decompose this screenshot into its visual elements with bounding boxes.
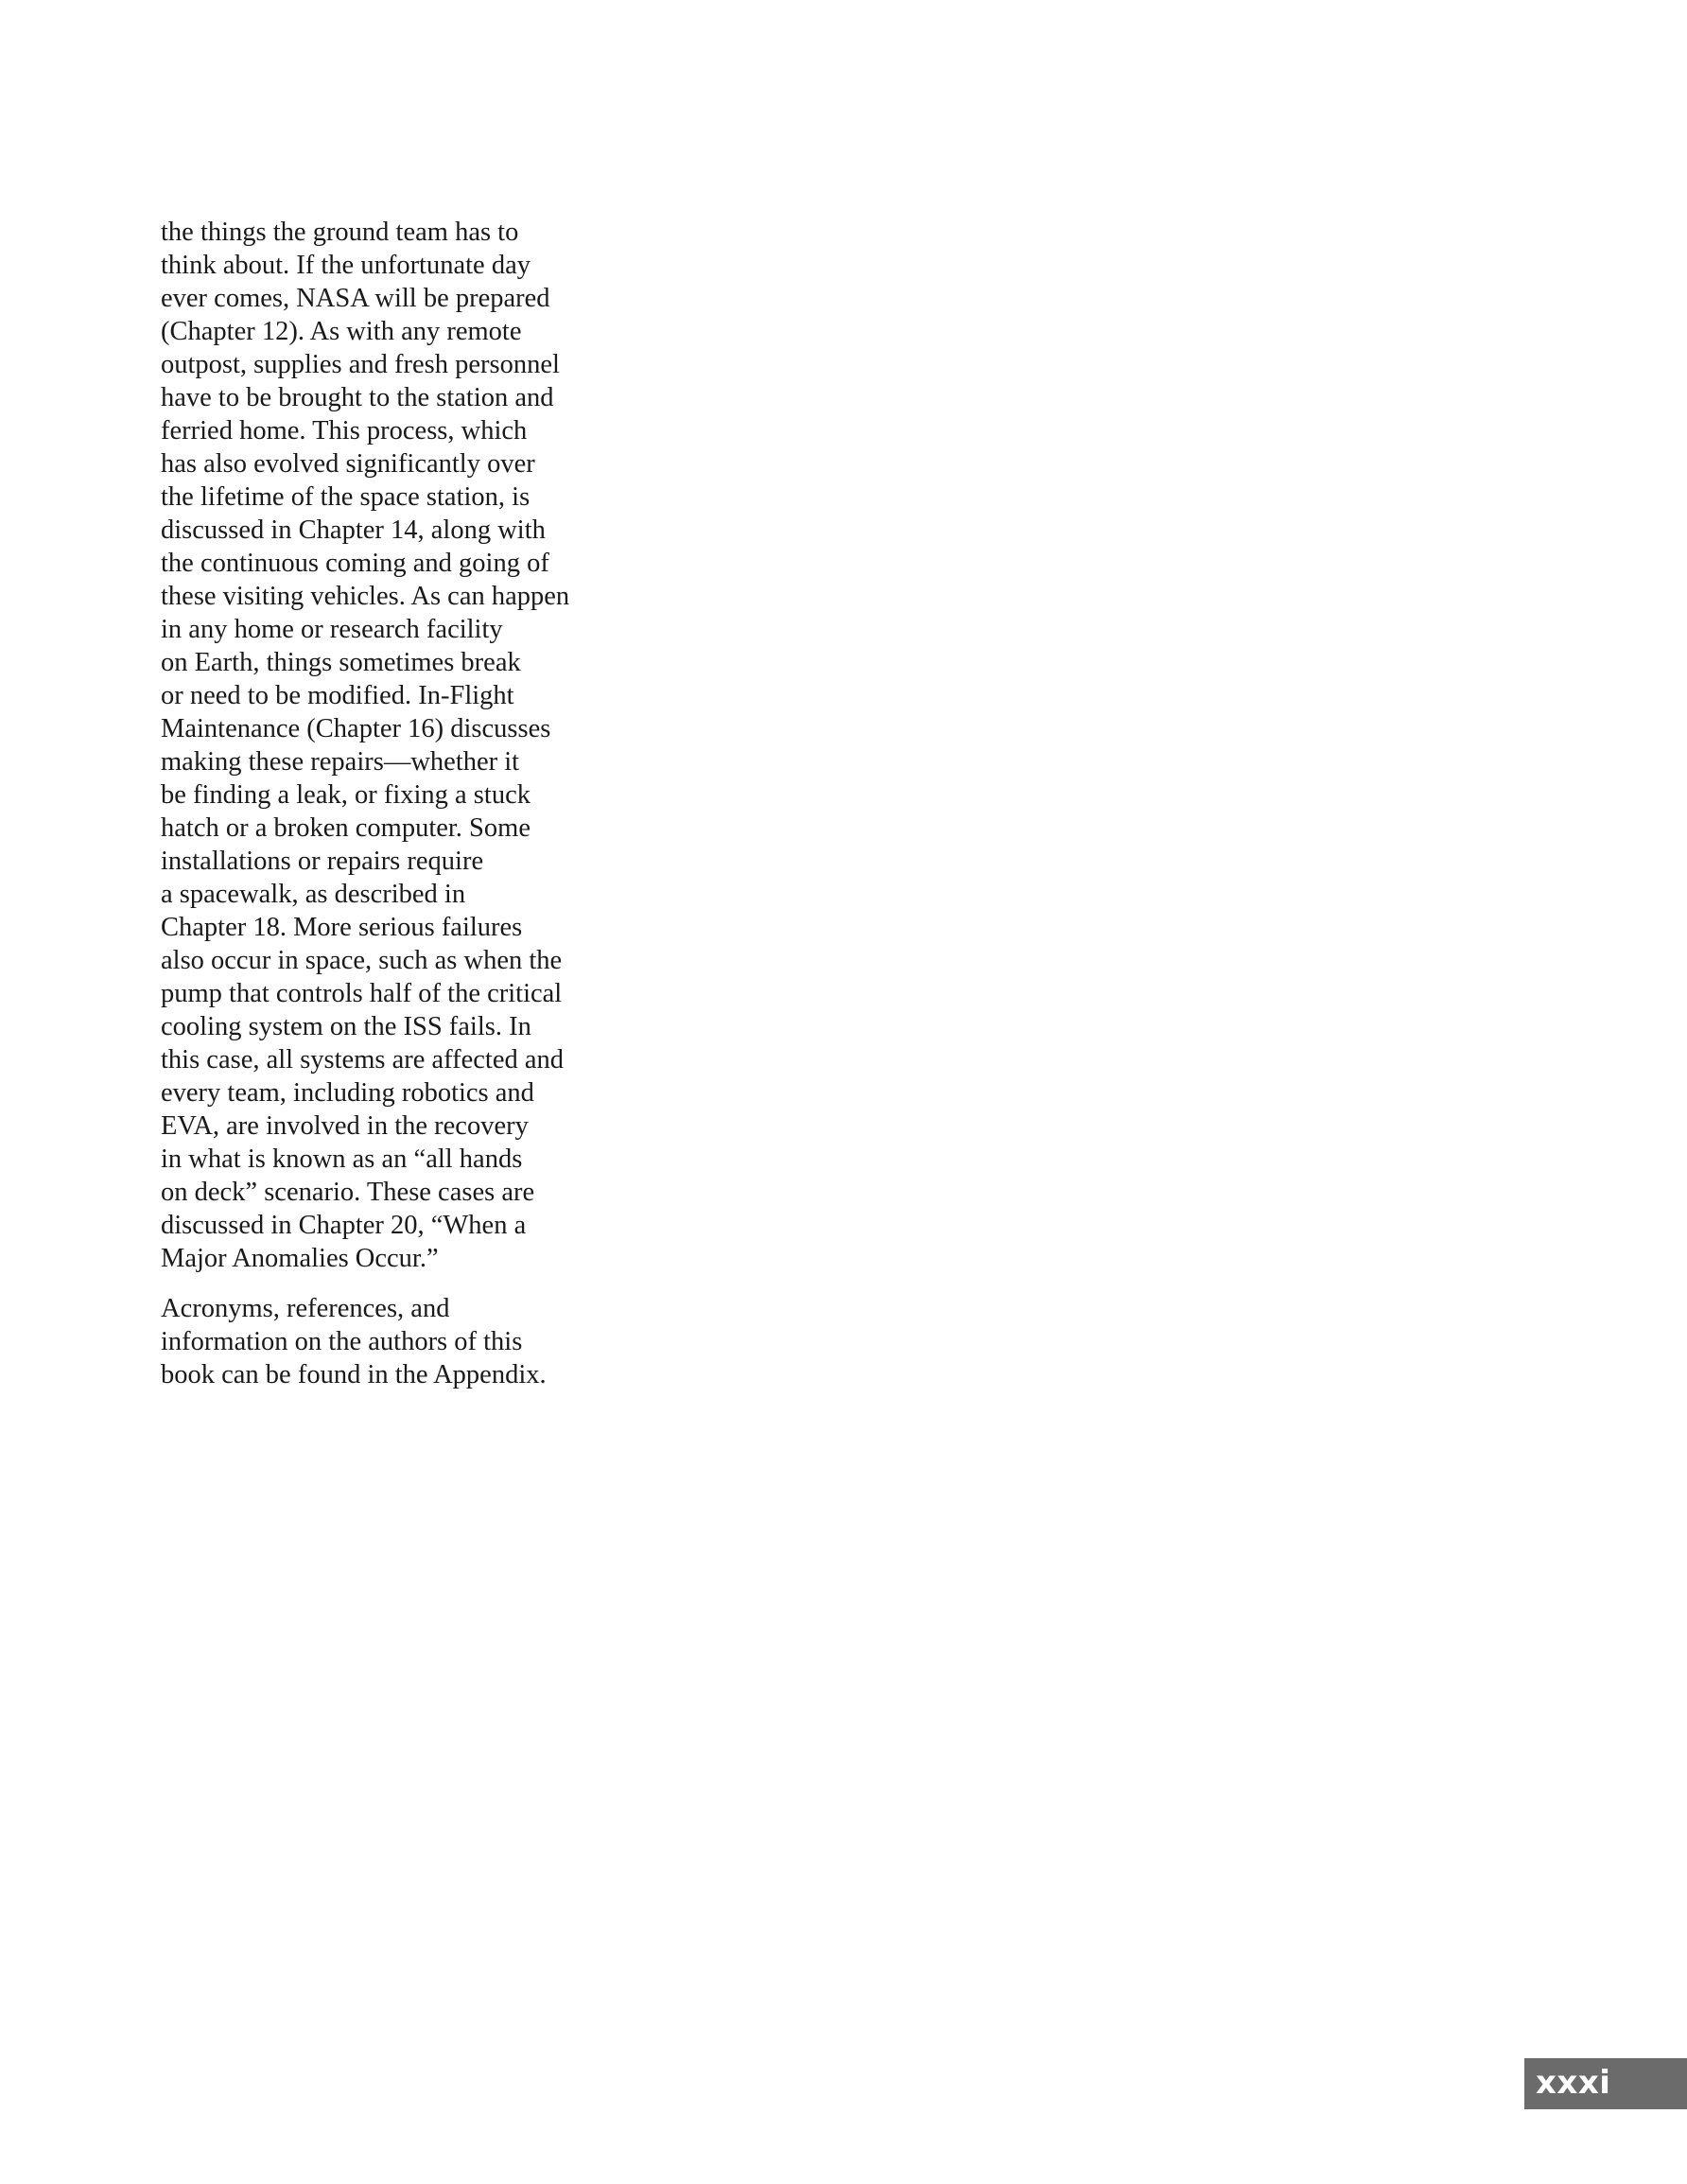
text-line: the lifetime of the space station, is xyxy=(161,482,530,512)
text-line: on Earth, things sometimes break xyxy=(161,648,521,677)
text-line: information on the authors of this xyxy=(161,1327,523,1356)
text-line: on deck” scenario. These cases are xyxy=(161,1178,535,1207)
text-line: discussed in Chapter 20, “When a xyxy=(161,1211,527,1240)
text-line: outpost, supplies and fresh personnel xyxy=(161,350,560,379)
text-line: Major Anomalies Occur.” xyxy=(161,1244,439,1273)
text-line: be finding a leak, or fixing a stuck xyxy=(161,780,530,810)
text-line: this case, all systems are affected and xyxy=(161,1045,565,1075)
text-line: ferried home. This process, which xyxy=(161,416,528,446)
text-line: have to be brought to the station and xyxy=(161,383,554,412)
text-line: the continuous coming and going of xyxy=(161,549,549,578)
text-line: pump that controls half of the critical xyxy=(161,979,563,1008)
text-line: Maintenance (Chapter 16) discusses xyxy=(161,714,551,743)
text-line: Chapter 18. More serious failures xyxy=(161,913,523,942)
text-line: ever comes, NASA will be prepared xyxy=(161,284,550,313)
text-line: the things the ground team has to xyxy=(161,218,519,247)
paragraph-2 xyxy=(161,1292,605,1391)
text-line: these visiting vehicles. As can happen xyxy=(161,582,570,611)
page-number-tab xyxy=(1524,2058,1687,2109)
text-line: EVA, are involved in the recovery xyxy=(161,1111,529,1141)
text-line: discussed in Chapter 14, along with xyxy=(161,515,546,545)
text-line: (Chapter 12). As with any remote xyxy=(161,317,522,346)
text-line: installations or repairs require xyxy=(161,847,484,876)
text-line: or need to be modified. In-Flight xyxy=(161,681,514,710)
paragraph-1 xyxy=(161,216,605,1275)
text-line: Acronyms, references, and xyxy=(161,1294,450,1323)
text-line: has also evolved significantly over xyxy=(161,449,535,479)
text-line: cooling system on the ISS fails. In xyxy=(161,1012,531,1041)
text-line: a spacewalk, as described in xyxy=(161,880,466,909)
text-line: in what is known as an “all hands xyxy=(161,1144,523,1174)
text-line: think about. If the unfortunate day xyxy=(161,251,530,280)
text-line: making these repairs—whether it xyxy=(161,747,520,777)
text-line: every team, including robotics and xyxy=(161,1078,534,1108)
text-column xyxy=(161,216,605,1391)
page-number: xxxi xyxy=(1536,2064,1611,2102)
text-line: in any home or research facility xyxy=(161,615,503,644)
text-line: book can be found in the Appendix. xyxy=(161,1360,547,1389)
text-line: also occur in space, such as when the xyxy=(161,946,563,975)
text-line: hatch or a broken computer. Some xyxy=(161,813,530,843)
